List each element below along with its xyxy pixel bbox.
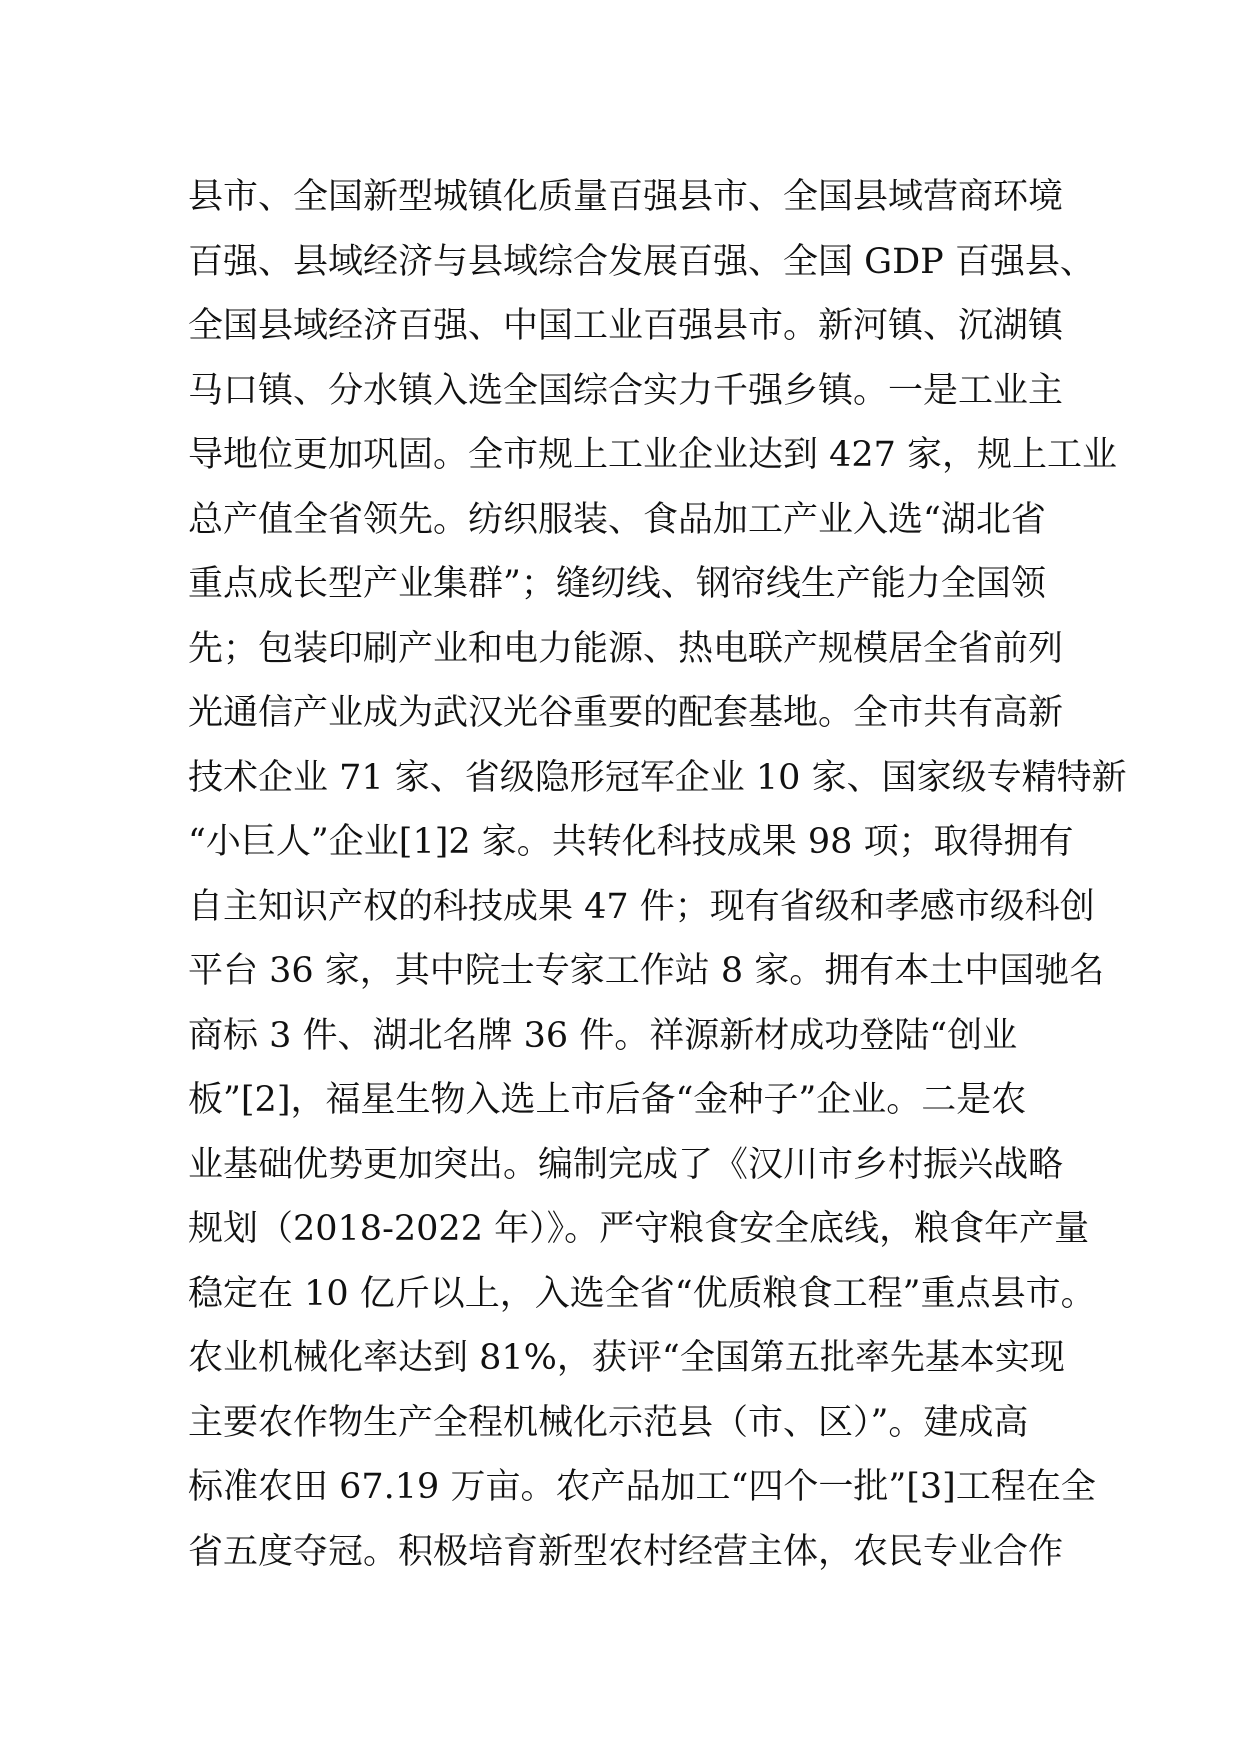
text-line-4: 马口镇、分水镇入选全国综合实力千强乡镇。一是工业主 xyxy=(188,370,1064,411)
text-line-12: 自主知识产权的科技成果 47 件；现有省级和孝感市级科创 xyxy=(188,886,1095,927)
text-line-6: 总产值全省领先。纺织服装、食品加工产业入选“湖北省 xyxy=(188,499,1046,540)
text-line-5: 导地位更加巩固。全市规上工业企业达到 427 家，规上工业 xyxy=(188,435,1118,475)
text-line-2: 百强、县域经济与县域综合发展百强、全国 GDP 百强县、 xyxy=(188,241,1095,282)
text-line-19: 农业机械化率达到 81%，获评“全国第五批率先基本实现 xyxy=(188,1338,1065,1378)
text-line-13: 平台 36 家，其中院士专家工作站 8 家。拥有本土中国驰名 xyxy=(188,951,1105,991)
text-line-11: “小巨人”企业[1]2 家。共转化科技成果 98 项；取得拥有 xyxy=(188,822,1074,862)
text-line-21: 标准农田 67.19 万亩。农产品加工“四个一批”[3]工程在全 xyxy=(188,1467,1096,1507)
text-line-8: 先；包装印刷产业和电力能源、热电联产规模居全省前列 xyxy=(188,628,1064,669)
text-line-7: 重点成长型产业集群”；缝纫线、钢帘线生产能力全国领 xyxy=(188,564,1046,604)
text-line-17: 规划（2018-2022 年）》。严守粮食安全底线，粮食年产量 xyxy=(188,1209,1090,1249)
text-line-18: 稳定在 10 亿斤以上，入选全省“优质粮食工程”重点县市。 xyxy=(188,1273,1096,1314)
text-line-14: 商标 3 件、湖北名牌 36 件。祥源新材成功登陆“创业 xyxy=(188,1015,1018,1056)
text-line-22: 省五度夺冠。积极培育新型农村经营主体，农民专业合作 xyxy=(188,1531,1064,1572)
text-line-15: 板”[2]，福星生物入选上市后备“金种子”企业。二是农 xyxy=(188,1080,1027,1120)
text-line-3: 全国县域经济百强、中国工业百强县市。新河镇、沉湖镇 xyxy=(188,306,1064,346)
text-line-20: 主要农作物生产全程机械化示范县（市、区）”。建成高 xyxy=(188,1402,1029,1443)
text-line-16: 业基础优势更加突出。编制完成了《汉川市乡村振兴战略 xyxy=(188,1144,1064,1185)
text-line-10: 技术企业 71 家、省级隐形冠军企业 10 家、国家级专精特新 xyxy=(188,757,1127,798)
text-line-9: 光通信产业成为武汉光谷重要的配套基地。全市共有高新 xyxy=(188,693,1064,733)
body-paragraph xyxy=(188,165,1127,1584)
text-line-1: 县市、全国新型城镇化质量百强县市、全国县域营商环境 xyxy=(188,177,1064,217)
